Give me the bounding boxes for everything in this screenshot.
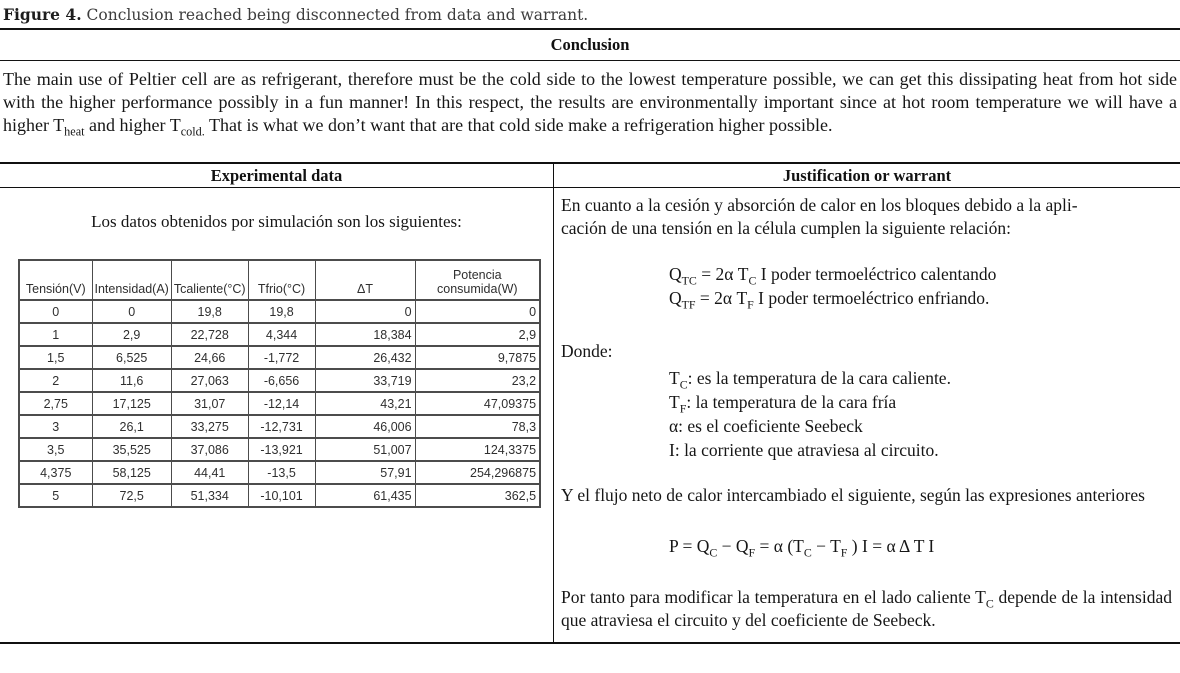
table-cell: -12,731 xyxy=(248,415,315,438)
justification-header: Justification or warrant xyxy=(553,164,1180,188)
definition-tc xyxy=(669,366,1172,390)
table-cell: 9,7875 xyxy=(415,346,540,369)
eq1-q-sub: TC xyxy=(681,273,697,288)
table-cell: 22,728 xyxy=(171,323,248,346)
def1-sub: C xyxy=(679,377,688,392)
table-cell: 19,8 xyxy=(248,300,315,323)
eq1-q: Q xyxy=(669,264,682,284)
table-cell: 124,3375 xyxy=(415,438,540,461)
table-cell: 0 xyxy=(415,300,540,323)
table-cell: 17,125 xyxy=(92,392,171,415)
definition-current xyxy=(669,438,1172,462)
conclusion-table xyxy=(0,162,1180,644)
table-cell: 23,2 xyxy=(415,369,540,392)
table-header-row xyxy=(19,260,540,300)
table-cell: 33,719 xyxy=(315,369,415,392)
intro-sub-cold: cold. xyxy=(180,124,205,139)
table-cell: 61,435 xyxy=(315,484,415,507)
conclusion-table-header-row xyxy=(0,164,1180,188)
table-cell: 5 xyxy=(19,484,92,507)
eq2-t-sub: F xyxy=(747,297,754,312)
intro-part1: The main use of Peltier cell are as refrigerant, therefore must be the cold side to the lowest temperature possible, we can get this dissipating heat from hot side with the higher performance possibly in a fun manner! In this respect, the results are environmentally important since at hot room temperature we will have a higher T xyxy=(3,69,1177,135)
equation-qtf xyxy=(669,286,1172,310)
p3-part2: depende de la intensidad que atraviesa el circuito y del coeficiente de Seebeck. xyxy=(561,587,1172,630)
p3-part1: Por tanto para modificar la temperatura en el lado caliente T xyxy=(561,587,986,607)
table-cell: 1,5 xyxy=(19,346,92,369)
table-cell: 2 xyxy=(19,369,92,392)
table-cell: 11,6 xyxy=(92,369,171,392)
table-cell: 4,344 xyxy=(248,323,315,346)
table-header-cell: Potencia consumida(W) xyxy=(415,260,540,300)
experimental-data-cell xyxy=(0,188,553,642)
table-row xyxy=(19,346,540,369)
table-cell: -12,14 xyxy=(248,392,315,415)
definition-tf xyxy=(669,390,1172,414)
def4-text: : la corriente que atraviesa al circuito. xyxy=(674,440,939,460)
measurement-table xyxy=(18,259,541,508)
eq3-p0: P = Q xyxy=(669,536,710,556)
table-header-cell: Tcaliente(°C) xyxy=(171,260,248,300)
table-cell: 58,125 xyxy=(92,461,171,484)
def1-text: : es la temperatura de la cara caliente. xyxy=(687,368,951,388)
table-cell: 1 xyxy=(19,323,92,346)
symbol-definitions xyxy=(669,366,1172,462)
table-header-cell: ΔT xyxy=(315,260,415,300)
figure-label: Figure 4. xyxy=(3,5,82,24)
table-cell: 362,5 xyxy=(415,484,540,507)
eq2-rest: I poder termoeléctrico enfriando. xyxy=(753,288,990,308)
table-cell: 35,525 xyxy=(92,438,171,461)
table-cell: 57,91 xyxy=(315,461,415,484)
table-cell: -13,5 xyxy=(248,461,315,484)
table-row xyxy=(19,438,540,461)
table-cell: 31,07 xyxy=(171,392,248,415)
intro-paragraph xyxy=(3,68,1177,137)
eq3-p2: = α (T xyxy=(755,536,804,556)
eq3-s0: C xyxy=(709,545,718,560)
def3-text: : es el coeficiente Seebeck xyxy=(678,416,863,436)
table-cell: -10,101 xyxy=(248,484,315,507)
donde-label: Donde: xyxy=(561,341,613,361)
table-cell: 51,334 xyxy=(171,484,248,507)
table-cell: 6,525 xyxy=(92,346,171,369)
eq3-s3: F xyxy=(840,545,848,560)
eq2-q-sub: TF xyxy=(681,297,696,312)
table-row xyxy=(19,415,540,438)
p1-line2: cación de una tensión en la célula cumplen la siguiente relación: xyxy=(561,218,1011,238)
eq2-mid: = 2α T xyxy=(695,288,748,308)
table-cell: 19,8 xyxy=(171,300,248,323)
table-cell: 0 xyxy=(19,300,92,323)
conclusion-table-body xyxy=(0,188,1180,642)
table-cell: 51,007 xyxy=(315,438,415,461)
justification-cell xyxy=(553,188,1180,642)
table-cell: -1,772 xyxy=(248,346,315,369)
table-cell: 43,21 xyxy=(315,392,415,415)
table-cell: 47,09375 xyxy=(415,392,540,415)
eq1-mid: = 2α T xyxy=(696,264,749,284)
table-cell: 26,432 xyxy=(315,346,415,369)
table-header-cell: Tfrio(°C) xyxy=(248,260,315,300)
table-cell: 18,384 xyxy=(315,323,415,346)
equation-qtc xyxy=(669,262,1172,286)
eq3-p4: ) I = α Δ T I xyxy=(847,536,935,556)
definition-alpha xyxy=(669,414,1172,438)
conclusion-divider xyxy=(0,60,1180,61)
eq1-t-sub: C xyxy=(748,273,757,288)
table-cell: 0 xyxy=(315,300,415,323)
intro-sub-heat: heat xyxy=(64,124,85,139)
net-heat-equation xyxy=(669,535,1172,558)
table-cell: 3,5 xyxy=(19,438,92,461)
table-cell: 2,75 xyxy=(19,392,92,415)
figure-caption-text: Conclusion reached being disconnected from data and warrant. xyxy=(81,6,589,24)
intro-part2: and higher T xyxy=(84,115,181,135)
justification-paragraph-2: Y el flujo neto de calor intercambiado el siguiente, según las expresiones anteriores xyxy=(561,485,1145,505)
eq2-q: Q xyxy=(669,288,682,308)
table-cell: 2,9 xyxy=(415,323,540,346)
justification-paragraph-3 xyxy=(561,586,1172,632)
def2-sym: T xyxy=(669,392,680,412)
table-row xyxy=(19,300,540,323)
table-cell: 26,1 xyxy=(92,415,171,438)
eq1-rest: I poder termoeléctrico calentando xyxy=(756,264,997,284)
table-row xyxy=(19,392,540,415)
intro-part3: That is what we don’t want that are that cold side make a refrigeration higher possible. xyxy=(204,115,833,135)
table-cell: 0 xyxy=(92,300,171,323)
table-cell: 33,275 xyxy=(171,415,248,438)
def2-sub: F xyxy=(679,401,687,416)
table-header-cell: Intensidad(A) xyxy=(92,260,171,300)
table-cell: 37,086 xyxy=(171,438,248,461)
table-cell: 27,063 xyxy=(171,369,248,392)
eq3-s2: C xyxy=(803,545,812,560)
def2-text: : la temperatura de la cara fría xyxy=(686,392,897,412)
figure-caption xyxy=(0,0,1180,28)
def1-sym: T xyxy=(669,368,680,388)
eq3-p3: − T xyxy=(811,536,841,556)
table-row xyxy=(19,461,540,484)
table-cell: 4,375 xyxy=(19,461,92,484)
eq3-s1: F xyxy=(748,545,756,560)
simulation-caption: Los datos obtenidos por simulación son los siguientes: xyxy=(91,212,462,231)
def4-sym: I xyxy=(669,440,675,460)
table-cell: 72,5 xyxy=(92,484,171,507)
table-cell: 24,66 xyxy=(171,346,248,369)
table-cell: 254,296875 xyxy=(415,461,540,484)
table-cell: -13,921 xyxy=(248,438,315,461)
eq3-p1: − Q xyxy=(717,536,749,556)
table-row xyxy=(19,484,540,507)
table-header-cell: Tensión(V) xyxy=(19,260,92,300)
table-row xyxy=(19,323,540,346)
def3-sym: α xyxy=(669,416,679,436)
experimental-data-header: Experimental data xyxy=(0,164,553,188)
table-cell: -6,656 xyxy=(248,369,315,392)
p1-line1: En cuanto a la cesión y absorción de calor en los bloques debido a la apli- xyxy=(561,195,1078,215)
table-row xyxy=(19,369,540,392)
justification-paragraph-1 xyxy=(561,194,1172,240)
conclusion-header: Conclusion xyxy=(550,35,630,54)
table-cell: 3 xyxy=(19,415,92,438)
table-cell: 44,41 xyxy=(171,461,248,484)
table-cell: 78,3 xyxy=(415,415,540,438)
table-cell: 46,006 xyxy=(315,415,415,438)
table-cell: 2,9 xyxy=(92,323,171,346)
thermoelectric-equations xyxy=(669,262,1172,310)
p3-sub: C xyxy=(985,596,994,611)
